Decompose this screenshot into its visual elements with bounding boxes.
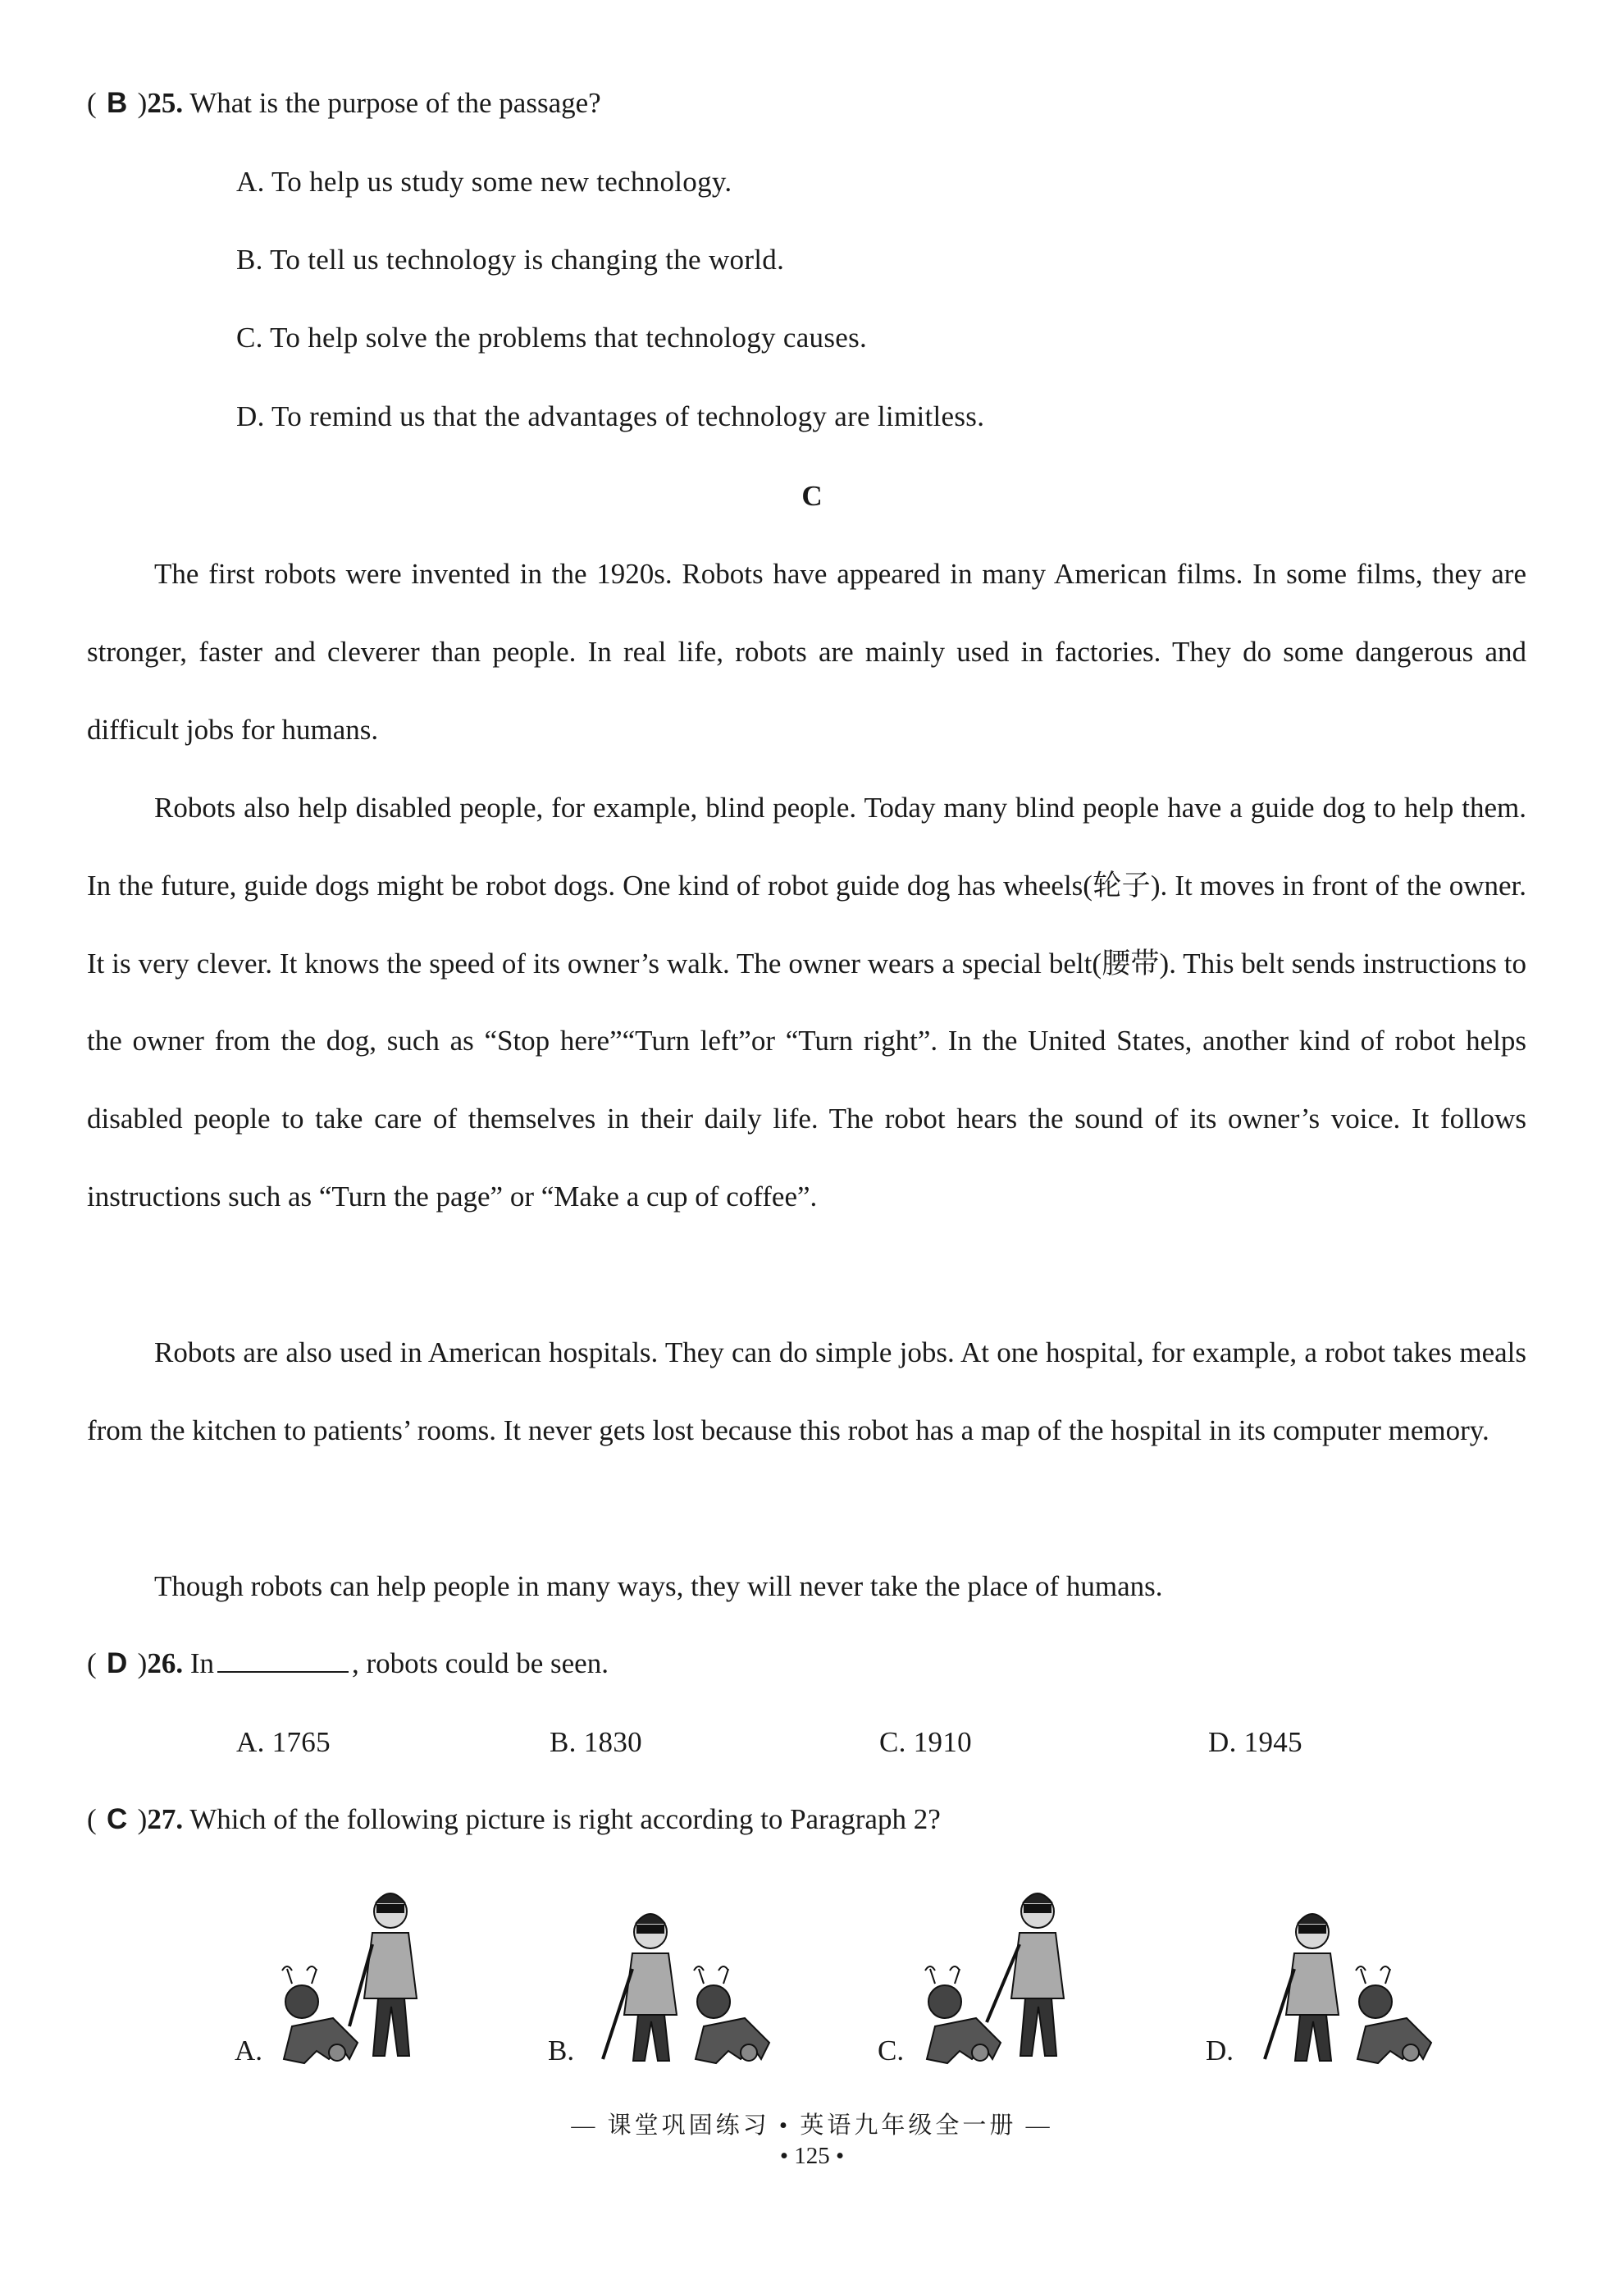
paren-open: ( xyxy=(87,87,97,119)
question-26 xyxy=(87,1647,609,1680)
option-26-c: C. 1910 xyxy=(879,1726,972,1758)
passage-paragraph-4: Though robots can help people in many ways, they will never take the place of humans. xyxy=(154,1570,1163,1602)
paren-close: ) xyxy=(137,1803,148,1835)
picture-option-c xyxy=(878,1879,1148,2076)
robot-dog-guide-picture-a xyxy=(235,1879,505,2076)
footer-book-title: — 课堂巩固练习 • 英语九年级全一册 — xyxy=(571,2112,1053,2139)
picture-label-b: B. xyxy=(548,2035,575,2067)
question-number-25: 25. xyxy=(147,87,184,119)
picture-option-b xyxy=(548,1879,819,2076)
robot-dog-guide-picture-b xyxy=(548,1879,819,2076)
option-26-d: D. 1945 xyxy=(1208,1726,1302,1758)
passage-paragraph-1: The first robots were invented in the 1920s. Robots have appeared in many American films. In some films, they are stronger, faster and cleverer than people. In real life, robots are mainly used in factories. They do some dangerous and difficult jobs for humans. xyxy=(87,558,1526,746)
question-stem-26-after: , robots could be seen. xyxy=(351,1647,609,1679)
question-number-27: 27. xyxy=(147,1803,184,1835)
page-number: • 125 • xyxy=(779,2143,845,2169)
option-26-a: A. 1765 xyxy=(236,1726,331,1758)
option-25-c: C. To help solve the problems that technology causes. xyxy=(236,322,868,354)
question-stem-25: What is the purpose of the passage? xyxy=(189,87,601,119)
option-25-a: A. To help us study some new technology. xyxy=(236,166,732,198)
question-stem-26-before: In xyxy=(189,1647,214,1679)
passage-paragraph-3: Robots are also used in American hospitals. They can do simple jobs. At one hospital, for example, a robot takes meals from the kitchen to patients’ rooms. It never gets lost because this robot has a map of the hospital in its computer memory. xyxy=(87,1336,1526,1446)
paren-open: ( xyxy=(87,1647,97,1679)
question-25 xyxy=(87,87,601,120)
option-25-d: D. To remind us that the advantages of technology are limitless. xyxy=(236,400,985,432)
answer-25: B xyxy=(107,87,128,119)
picture-label-a: A. xyxy=(235,2035,263,2067)
paren-open: ( xyxy=(87,1803,97,1835)
option-25-b: B. To tell us technology is changing the world. xyxy=(236,244,785,276)
paren-close: ) xyxy=(137,87,148,119)
answer-blank xyxy=(217,1648,349,1673)
paren-close: ) xyxy=(137,1647,148,1679)
answer-27: C xyxy=(107,1803,128,1835)
robot-dog-guide-picture-c xyxy=(878,1879,1148,2076)
question-stem-27: Which of the following picture is right according to Paragraph 2? xyxy=(189,1803,941,1835)
robot-dog-guide-picture-d xyxy=(1206,1879,1476,2076)
picture-label-d: D. xyxy=(1206,2035,1234,2067)
passage-paragraph-2: Robots also help disabled people, for example, blind people. Today many blind people have a guide dog to help them. In the future, guide dogs might be robot dogs. One kind of robot guide dog has wheels(轮子). It moves in front of the owner. It is very clever. It knows the speed of its owner’s walk. The owner wears a special belt(腰带). This belt sends instructions to the owner from the dog, such as “Stop here”“Turn left”or “Turn right”. In the United States, another kind of robot helps disabled people to take care of themselves in their daily life. The robot hears the sound of its owner’s voice. It follows instructions such as “Turn the page” or “Make a cup of coffee”. xyxy=(87,792,1526,1213)
picture-label-c: C. xyxy=(878,2035,905,2067)
passage-heading: C xyxy=(801,480,823,512)
answer-26: D xyxy=(107,1647,128,1679)
question-number-26: 26. xyxy=(147,1647,184,1679)
picture-option-a xyxy=(235,1879,505,2076)
picture-option-d xyxy=(1206,1879,1476,2076)
question-27 xyxy=(87,1803,941,1836)
option-26-b: B. 1830 xyxy=(550,1726,642,1758)
